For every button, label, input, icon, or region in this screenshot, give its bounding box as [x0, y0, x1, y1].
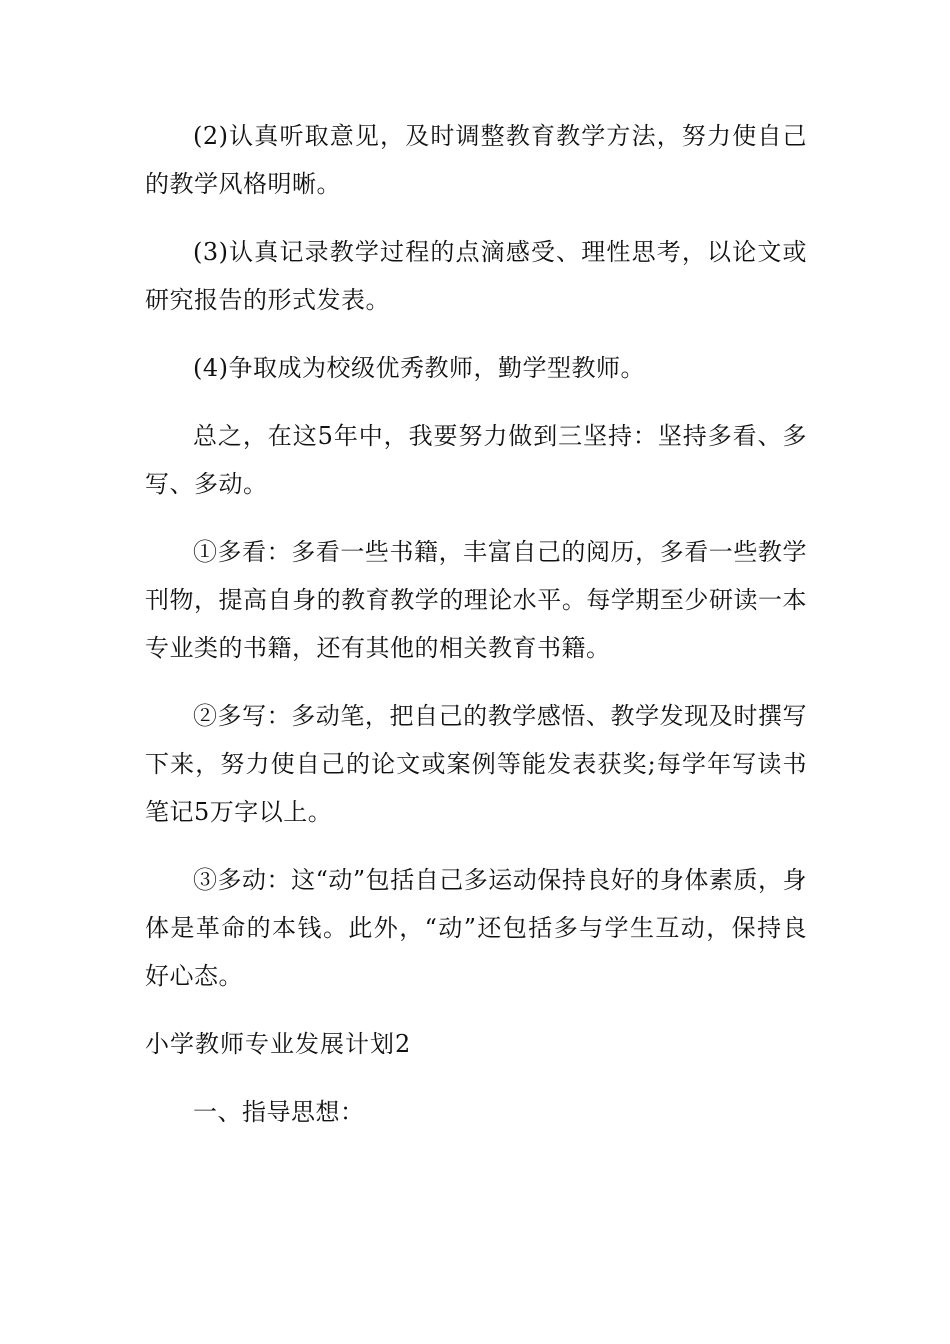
- document-body: [145, 112, 807, 1136]
- paragraph-gap: [145, 324, 807, 344]
- paragraph-read-more: ①多看：多看一些书籍，丰富自己的阅历，多看一些教学刊物，提高自身的教育教学的理论水平。每学期至少研读一本专业类的书籍，还有其他的相关教育书籍。: [145, 538, 807, 662]
- paragraph-gap: [145, 1068, 807, 1088]
- paragraph-gap: [145, 1000, 807, 1020]
- paragraph-2: (2)认真听取意见，及时调整教育教学方法，努力使自己的教学风格明晰。: [145, 122, 807, 198]
- paragraph-gap: [145, 836, 807, 856]
- paragraph-gap: [145, 672, 807, 692]
- paragraph-3: (3)认真记录教学过程的点滴感受、理性思考，以论文或研究报告的形式发表。: [145, 238, 807, 314]
- paragraph-summary: 总之，在这5年中，我要努力做到三坚持：坚持多看、多写、多动。: [145, 422, 807, 498]
- paragraph-move-more: ③多动：这“动”包括自己多运动保持良好的身体素质，身体是革命的本钱。此外，“动”还包括多与学生互动，保持良好心态。: [145, 866, 807, 990]
- paragraph-gap: [145, 508, 807, 528]
- paragraph-gap: [145, 392, 807, 412]
- paragraph-gap: [145, 208, 807, 228]
- section-heading: 小学教师专业发展计划2: [145, 1030, 412, 1058]
- subheading-guiding-ideology: 一、指导思想：: [193, 1098, 365, 1126]
- paragraph-4: (4)争取成为校级优秀教师，勤学型教师。: [193, 354, 645, 382]
- paragraph-write-more: ②多写：多动笔，把自己的教学感悟、教学发现及时撰写下来，努力使自己的论文或案例等能发表获奖;每学年写读书笔记5万字以上。: [145, 702, 807, 826]
